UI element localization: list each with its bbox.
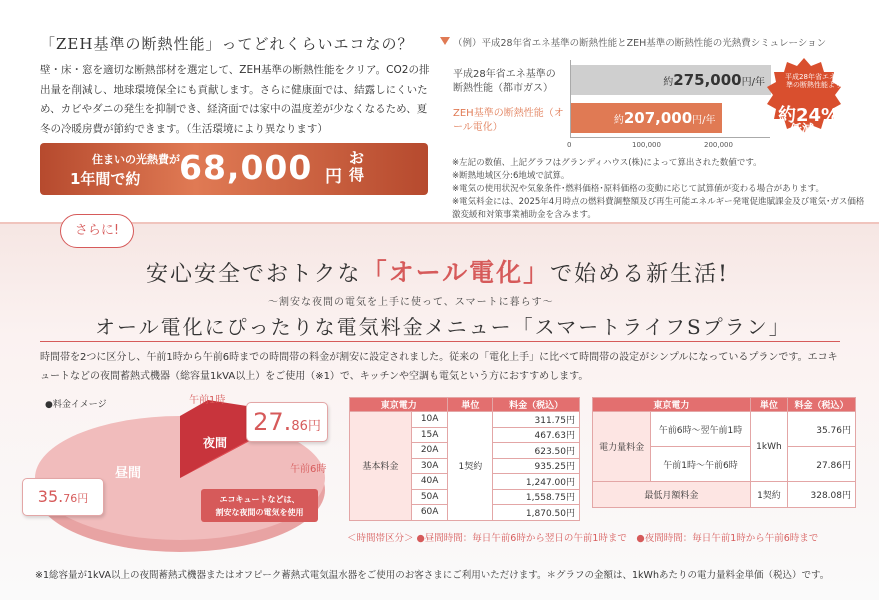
savings-amount: 68,000 <box>179 148 313 187</box>
sarani-badge: さらに! <box>60 214 134 248</box>
row-label: 電力量料金 <box>593 412 651 482</box>
bar-gas <box>571 65 771 95</box>
table-header: 料金（税込） <box>493 398 580 412</box>
headline-highlight: 「オール電化」 <box>361 258 551 287</box>
tick-label: 0 <box>567 141 572 149</box>
simulation-title: （例）平成28年省エネ基準の断熱性能とZEH基準の断熱性能の光熱費シミュレーション <box>453 38 827 49</box>
label-am6: 午前6時 <box>290 464 327 475</box>
time-zone-note: ＜時間帯区分＞ ●昼間時間：毎日午前6時から翌日の午前1時まで ●夜間時間：毎日午前1時から午前6時まで <box>347 533 819 544</box>
min-fee-price: 328.08円 <box>788 482 856 508</box>
label-day: 昼間 <box>115 466 142 481</box>
bar-gas-value: 275,000 <box>673 71 742 89</box>
plan-headline: オール電化にぴったりな電気料金メニュー「スマートライフSプラン」 <box>95 315 791 339</box>
price-cell: 467.63円 <box>493 427 580 443</box>
triangle-marker-icon <box>440 37 450 45</box>
table-row <box>350 412 580 428</box>
price-cell: 27.86円 <box>788 447 856 482</box>
amp-cell: 40A <box>411 474 448 490</box>
min-fee-label: 最低月額料金 <box>593 482 751 508</box>
badge-low: 低減 <box>790 122 815 136</box>
bar-electric-value: 207,000 <box>623 109 693 127</box>
row-label: 基本料金 <box>350 412 412 521</box>
savings-line1: 住まいの光熱費が <box>92 153 180 166</box>
amp-cell: 15A <box>411 427 448 443</box>
price-cell: 1,558.75円 <box>493 489 580 505</box>
bar-electric <box>571 103 722 133</box>
day-price-int: 35. <box>37 487 64 506</box>
price-cell: 35.76円 <box>788 412 856 447</box>
night-price-box <box>246 402 328 442</box>
subline: 〜割安な夜間の電気を上手に使って、スマートに暮らす〜 <box>268 297 554 308</box>
table-row <box>593 412 856 447</box>
price-cell: 935.25円 <box>493 458 580 474</box>
rate-image-label: ●料金イメージ <box>45 400 107 410</box>
zeh-description: 壁・床・窓を適切な断熱部材を選定して、ZEH基準の断熱性能をクリア。CO2の排出量を削減し、地球環境保全にも貢献します。さらに健康面では、結露しにくいため、カビやダニの発生を抑制でき、経済面では家中の温度差が少なくなるため、夏冬の冷暖房費が節約できます。（生活環境により異なります） <box>40 64 430 135</box>
basic-fee-table <box>349 397 580 521</box>
plan-description: 時間帯を2つに区分し、午前1時から午前6時までの時間帯の料金が割安に設定されました。従来の「電化上手」に比べて時間帯の設定がシンプルになっているプランです。エコキュートなどの夜間蓄熱式機器（総容量1kVA以上）をご使用（※1）で、キッチンや空調も電気という方におすすめします。 <box>40 352 838 382</box>
amp-cell: 30A <box>411 458 448 474</box>
simulation-notes <box>452 157 872 222</box>
table-header: 東京電力 <box>350 398 448 412</box>
savings-banner <box>40 143 428 195</box>
bar-electric-unit: 円/年 <box>692 114 716 126</box>
note-line: ※断熱地域区分:6地域で試算。 <box>452 171 570 181</box>
price-cell: 1,870.50円 <box>493 505 580 521</box>
savings-unit: 円 <box>325 167 342 187</box>
divider-rule <box>40 341 840 342</box>
amp-cell: 50A <box>411 489 448 505</box>
label-night: 夜間 <box>203 436 228 450</box>
headline-post: で始める新生活! <box>550 262 729 287</box>
label-am1: 午前1時 <box>189 395 226 406</box>
savings-otoku: お得 <box>349 149 365 184</box>
day-price-box <box>22 478 104 516</box>
period-cell: 午前1時〜午前6時 <box>651 447 751 482</box>
unit-cell: 1kWh <box>750 412 787 482</box>
bar-gas-unit: 円/年 <box>741 76 765 88</box>
ecocute-line1: エコキュートなどは、 <box>219 495 300 504</box>
night-price-int: 27. <box>253 408 292 436</box>
footnote: ※1総容量が1kVA以上の夜間蓄熱式機器またはオフピーク蓄熱式電気温水器をご使用のお客さまにご利用いただけます。＊グラフの金額は、1kWhあたりの電力量料金単価（税込）です。 <box>35 570 830 581</box>
ecocute-line2: 割安な夜間の電気を使用 <box>215 508 304 517</box>
energy-fee-table <box>592 397 856 508</box>
period-cell: 午前6時〜翌午前1時 <box>651 412 751 447</box>
headline-pre: 安心安全でおトクな <box>146 262 362 287</box>
note-line: ※電気の使用状況や気象条件･燃料価格･原料価格の変動に応じて試算値が変わる場合があります。 <box>452 184 824 194</box>
unit-cell: 1契約 <box>448 412 493 521</box>
amp-cell: 20A <box>411 443 448 459</box>
bar-gas-prefix: 約 <box>663 76 674 88</box>
table-header: 料金（税込） <box>788 398 856 412</box>
savings-line2: 1年間で約 <box>70 170 141 188</box>
day-price-dec: 76円 <box>63 492 89 505</box>
min-fee-unit: 1契約 <box>750 482 787 508</box>
price-cell: 623.50円 <box>493 443 580 459</box>
tick-label: 100,000 <box>632 141 661 149</box>
price-cell: 1,247.00円 <box>493 474 580 490</box>
note-line: ※電気料金には、2025年4月時点の燃料費調整額及び再生可能エネルギー発電促進賦課金及び電気･ガス価格激変緩和対策事業補助金を含みます。 <box>452 197 865 220</box>
table-header: 単位 <box>448 398 493 412</box>
zeh-title: 「ZEH基準の断熱性能」ってどれくらいエコなの？ <box>40 35 414 53</box>
bar-label-gas: 平成28年省エネ基準の断熱性能（都市ガス） <box>453 69 556 94</box>
table-header: 東京電力 <box>593 398 751 412</box>
bar-electric-prefix: 約 <box>613 114 624 126</box>
headline <box>146 253 729 289</box>
note-line: ※左記の数値、上記グラフはグランディハウス(株)によって算出された数値です。 <box>452 158 762 168</box>
table-header: 単位 <box>750 398 787 412</box>
ecocute-note <box>201 489 318 522</box>
table-row <box>593 482 856 508</box>
price-cell: 311.75円 <box>493 412 580 428</box>
tick-label: 200,000 <box>704 141 733 149</box>
amp-cell: 10A <box>411 412 448 428</box>
amp-cell: 60A <box>411 505 448 521</box>
bar-label-electric: ZEH基準の断熱性能（オール電化） <box>453 108 564 133</box>
night-price-dec: 86円 <box>291 419 321 434</box>
cost-bar-chart <box>570 60 770 138</box>
badge-percent: 約24% <box>778 105 840 126</box>
badge-text: 平成28年省エネ基準の断熱性能より <box>785 73 843 89</box>
